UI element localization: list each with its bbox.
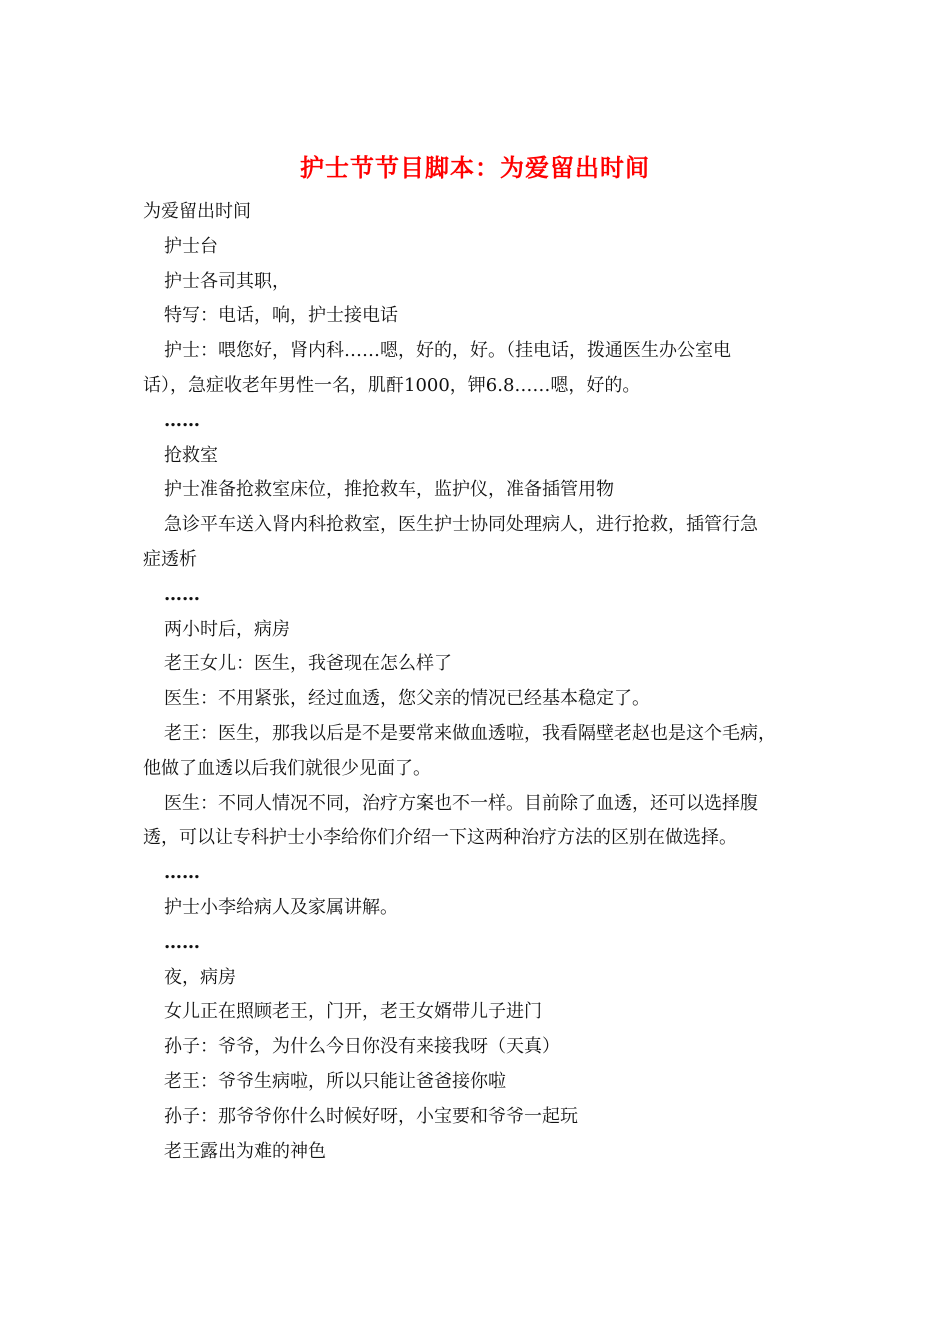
script-line: 抢救室 xyxy=(164,444,218,466)
script-line: 急诊平车送入肾内科抢救室，医生护士协同处理病人，进行抢救，插管行急 xyxy=(164,514,758,536)
script-line: 女儿正在照顾老王，门开，老王女婿带儿子进门 xyxy=(164,1001,542,1023)
script-line: 护士小李给病人及家属讲解。 xyxy=(164,896,398,918)
script-line: 透，可以让专科护士小李给你们介绍一下这两种治疗方法的区别在做选择。 xyxy=(143,827,737,849)
script-line: 为爱留出时间 xyxy=(143,201,251,222)
script-line: 孙子：那爷爷你什么时候好呀，小宝要和爷爷一起玩 xyxy=(164,1105,578,1127)
script-line: 特写：电话，响，护士接电话 xyxy=(164,305,398,327)
script-line: 夜，病房 xyxy=(164,966,236,988)
ellipsis-separator: …… xyxy=(164,409,200,431)
script-line: 护士准备抢救室床位，推抢救车，监护仪，准备插管用物 xyxy=(164,479,614,501)
script-line: 他做了血透以后我们就很少见面了。 xyxy=(143,757,431,779)
script-line: 两小时后，病房 xyxy=(164,618,290,640)
script-line: 孙子：爷爷，为什么今日你没有来接我呀（天真） xyxy=(164,1036,560,1058)
document-body xyxy=(143,195,815,1169)
ellipsis-separator: …… xyxy=(164,583,200,605)
script-line: 护士台 xyxy=(164,235,218,257)
script-line: 话），急症收老年男性一名，肌酐1000，钾6.8……嗯，好的。 xyxy=(143,374,641,396)
ellipsis-separator: …… xyxy=(164,862,200,884)
script-line: 老王女儿：医生，我爸现在怎么样了 xyxy=(164,653,452,675)
script-line: 老王：医生，那我以后是不是要常来做血透啦，我看隔壁老赵也是这个毛病， xyxy=(164,722,776,744)
ellipsis-separator: …… xyxy=(164,931,200,953)
script-line: 医生：不用紧张，经过血透，您父亲的情况已经基本稳定了。 xyxy=(164,688,650,710)
script-line: 老王露出为难的神色 xyxy=(164,1140,326,1162)
script-line: 症透析 xyxy=(143,548,197,570)
script-line: 老王：爷爷生病啦，所以只能让爸爸接你啦 xyxy=(164,1070,506,1092)
document-title: 护士节节目脚本：为爱留出时间 xyxy=(300,153,650,182)
script-line: 护士：喂您好，肾内科……嗯，好的，好。（挂电话，拨通医生办公室电 xyxy=(164,340,731,362)
script-line: 医生：不同人情况不同，治疗方案也不一样。目前除了血透，还可以选择腹 xyxy=(164,792,758,814)
script-line: 护士各司其职， xyxy=(164,270,290,292)
